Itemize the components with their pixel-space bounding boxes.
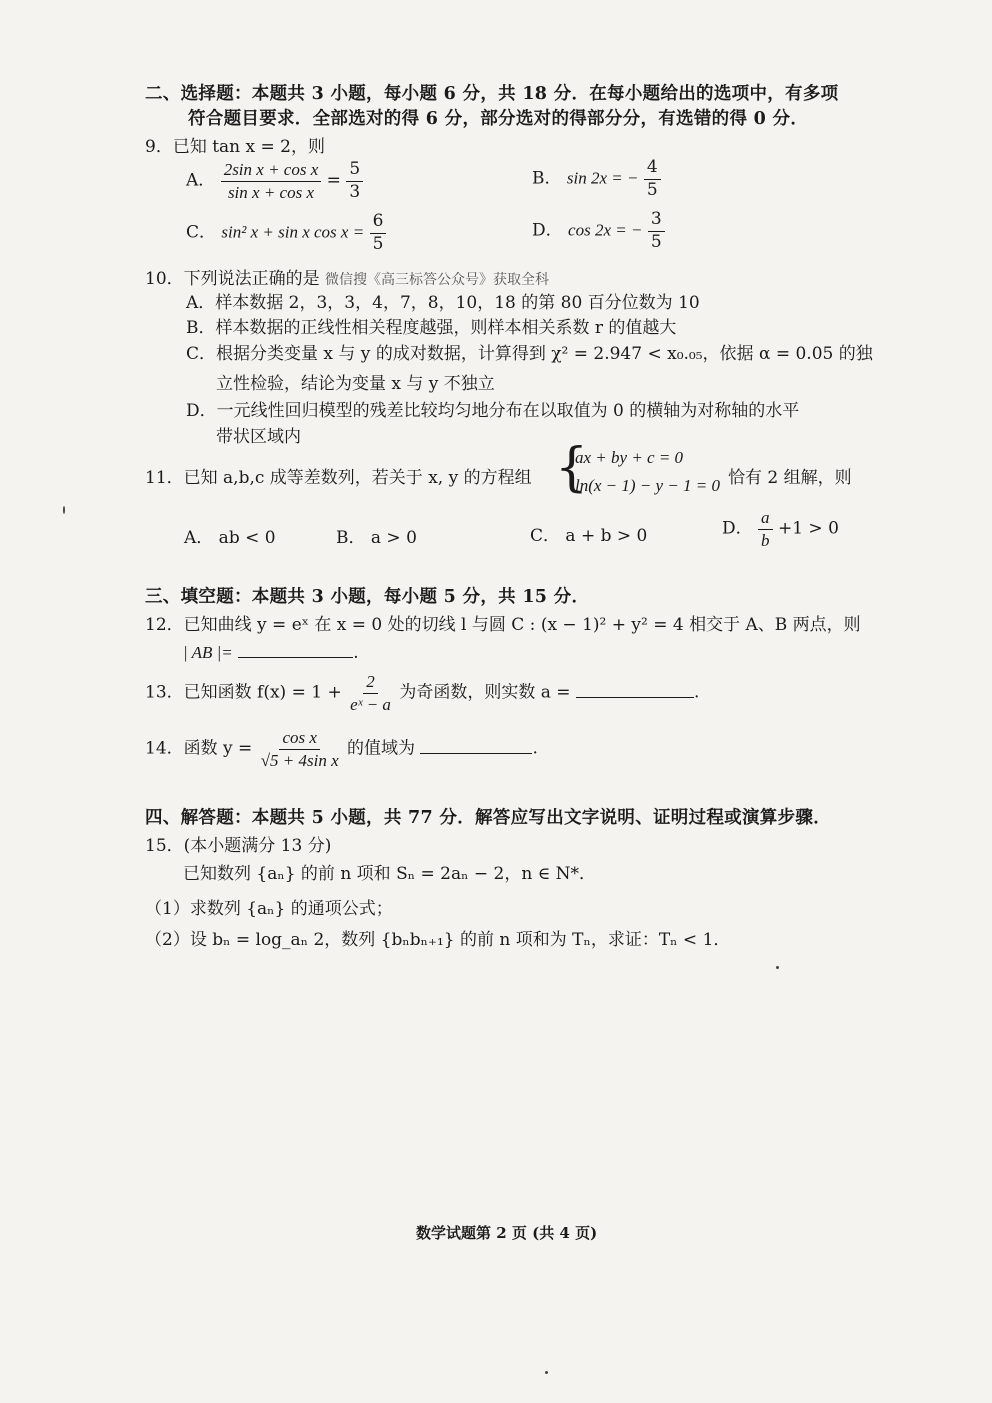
q9-option-c (186, 212, 386, 254)
q11-option-a: A． ab < 0 (184, 528, 276, 548)
q9-b-den: 5 (646, 179, 658, 200)
q10-option-d-line2: 带状区域内 (216, 427, 301, 447)
q9-a-rhs-num: 5 (346, 160, 363, 182)
q9-d-lhs: cos 2x = − (568, 220, 643, 240)
q13 (145, 672, 699, 714)
q13-den: eˣ − a (350, 694, 391, 714)
scan-speck (545, 1371, 548, 1374)
q15-header: 15．(本小题满分 13 分) (145, 836, 332, 856)
q11-d-den: b (761, 530, 770, 550)
q9-b-label: B． (532, 168, 562, 189)
q10-stem-text: 10．下列说法正确的是 (145, 269, 320, 289)
q9-a-rhs-den: 3 (349, 181, 361, 202)
q10-option-c-line1: C．根据分类变量 x 与 y 的成对数据，计算得到 χ² = 2.947 < x₀.₀₅，依据 α = 0.05 的独 (186, 344, 873, 364)
q13-fraction (347, 672, 394, 714)
q9-a-rhs (346, 160, 363, 202)
q10-option-a: A．样本数据 2，3，3，4，7，8，10，18 的第 80 百分位数为 10 (186, 293, 700, 313)
q13-num: 2 (363, 672, 378, 694)
q15-stem: 已知数列 {aₙ} 的前 n 项和 Sₙ = 2aₙ − 2，n ∈ N*． (183, 864, 597, 884)
q9-option-b (532, 158, 661, 200)
q14-den: √5 + 4sin x (260, 750, 339, 770)
q9-option-d (532, 210, 665, 252)
q15-part1: （1）求数列 {aₙ} 的通项公式； (145, 899, 393, 919)
page-footer: 数学试题第 2 页 (共 4 页) (416, 1224, 598, 1242)
q11-option-c: C． a + b > 0 (530, 526, 648, 546)
q11-d-label: D． (722, 518, 753, 539)
q12-answer-blank[interactable] (238, 657, 353, 658)
q9-stem: 9．已知 tan x = 2，则 (145, 137, 325, 157)
q14-answer-blank[interactable] (420, 753, 532, 754)
q9-d-fraction (648, 210, 665, 252)
q12-line1: 12．已知曲线 y = eˣ 在 x = 0 处的切线 l 与圆 C : (x − 1)² + y² = 4 相交于 A、B 两点，则 (145, 615, 861, 635)
q10-option-b: B．样本数据的正线性相关程度越强，则样本相关系数 r 的值越大 (186, 318, 677, 338)
q13-end: . (693, 682, 700, 703)
q11-d-num: a (758, 508, 773, 530)
q14-post: 的值域为 (347, 738, 416, 759)
scan-speck (63, 506, 65, 514)
q11-d-rest: +1 > 0 (777, 518, 839, 539)
q11-stem: 11．已知 a,b,c 成等差数列，若关于 x, y 的方程组 (145, 468, 532, 488)
q9-b-lhs: sin 2x = − (566, 168, 639, 188)
q13-pre: 13．已知函数 f(x) = 1 + (145, 682, 342, 703)
q11-option-b: B． a > 0 (336, 528, 417, 548)
q9-d-num: 3 (648, 210, 665, 232)
q13-post: 为奇函数，则实数 a = (399, 682, 571, 703)
q9-d-label: D． (532, 220, 563, 241)
q9-b-fraction (644, 158, 661, 200)
q9-d-den: 5 (650, 231, 662, 252)
q11-stem-tail: 恰有 2 组解，则 (728, 468, 852, 488)
q9-a-numerator: 2sin x + cos x (221, 160, 322, 182)
section-3-heading: 三、填空题：本题共 3 小题，每小题 5 分，共 15 分． (145, 587, 590, 607)
q11-system-brace: { (555, 438, 589, 498)
q14-pre: 14．函数 y = (145, 738, 253, 759)
q12-line2 (183, 643, 359, 663)
q10-stem (145, 264, 549, 289)
q9-b-num: 4 (644, 158, 661, 180)
q13-answer-blank[interactable] (576, 697, 694, 698)
q10-watermark: 微信搜《高三标答公众号》获取全科 (325, 272, 550, 288)
q9-c-den: 5 (372, 233, 384, 254)
q12-end: . (353, 643, 359, 663)
q9-option-a: A． $\frac{\text{2sin x + cos x}}{\text{sin x + cos x}}$ = $\frac{5}{3}$ (186, 160, 363, 202)
q15-part2: （2）设 bₙ = log_aₙ 2，数列 {bₙbₙ₊₁} 的前 n 项和为 Tₙ，求证：Tₙ < 1． (145, 930, 731, 950)
scan-speck (776, 966, 779, 969)
q9-c-fraction (370, 212, 387, 254)
q11-equation-2: ln(x − 1) − y − 1 = 0 (575, 476, 721, 495)
q9-c-lhs: sin² x + sin x cos x = (221, 222, 365, 242)
q11-d-fraction (758, 508, 773, 550)
q14 (145, 728, 538, 770)
q9-a-denominator: sin x + cos x (227, 182, 314, 202)
q14-num: cos x (279, 728, 319, 750)
section-4-heading: 四、解答题：本题共 5 小题，共 77 分．解答应写出文字说明、证明过程或演算步骤． (145, 808, 831, 828)
q9-a-label: A． (186, 170, 216, 191)
q11-option-d (722, 508, 839, 550)
q14-end: . (532, 738, 538, 759)
q10-option-d-line1: D．一元线性回归模型的残差比较均匀地分布在以取值为 0 的横轴为对称轴的水平 (186, 401, 800, 421)
q9-c-num: 6 (370, 212, 387, 234)
section-2-heading-line1: 二、选择题：本题共 3 小题，每小题 6 分，共 18 分．在每小题给出的选项中，有多项 (145, 84, 839, 104)
q10-option-c-line2: 立性检验，结论为变量 x 与 y 不独立 (216, 374, 495, 394)
q14-fraction (258, 728, 342, 770)
section-2-heading-line2: 符合题目要求．全部选对的得 6 分，部分选对的得部分分，有选错的得 0 分． (188, 109, 809, 129)
q12-ab-label: | AB |= (183, 643, 233, 662)
q9-a-fraction (221, 160, 322, 202)
q11-equation-1: ax + by + c = 0 (575, 448, 684, 467)
q9-c-label: C． (186, 222, 217, 243)
